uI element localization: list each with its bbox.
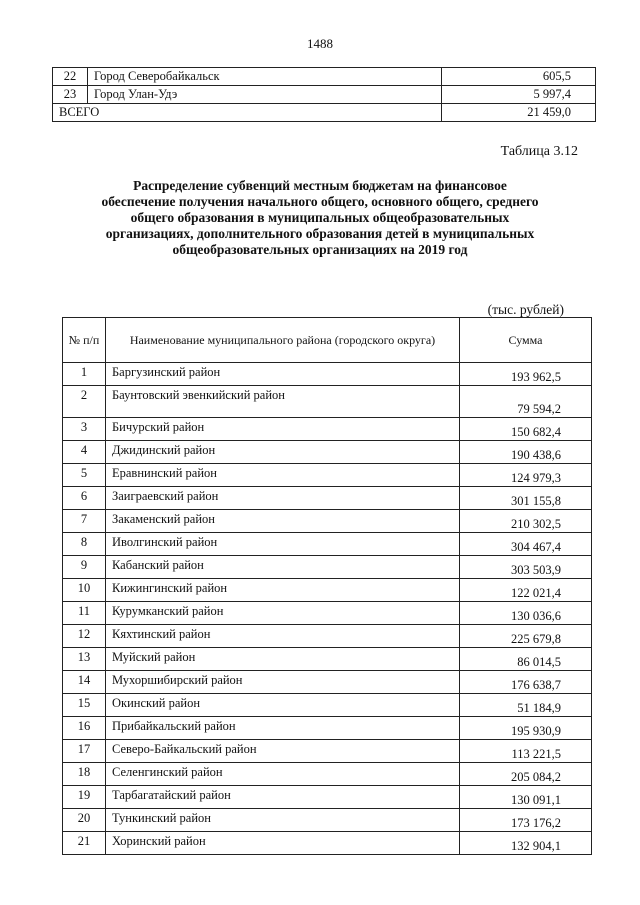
district-name: Баунтовский эвенкийский район [106, 386, 460, 418]
table-row [63, 510, 592, 533]
row-number: 22 [53, 68, 88, 86]
row-number: 23 [53, 86, 88, 104]
row-number: 12 [63, 625, 106, 648]
table-row [53, 86, 596, 104]
district-name: Заиграевский район [106, 487, 460, 510]
table-row [63, 832, 592, 855]
table-row [63, 740, 592, 763]
row-number: 15 [63, 694, 106, 717]
table-row [63, 694, 592, 717]
row-number: 21 [63, 832, 106, 855]
table-row [63, 386, 592, 418]
row-number: 19 [63, 786, 106, 809]
row-number: 9 [63, 556, 106, 579]
district-name: Кижингинский район [106, 579, 460, 602]
amount: 301 155,8 [460, 487, 592, 510]
district-name: Еравнинский район [106, 464, 460, 487]
district-name: Курумканский район [106, 602, 460, 625]
row-number: 6 [63, 487, 106, 510]
district-name: Муйский район [106, 648, 460, 671]
subventions-table [62, 317, 592, 855]
district-name: Город Улан-Удэ [88, 86, 442, 104]
row-number: 4 [63, 441, 106, 464]
table-row [63, 418, 592, 441]
row-number: 8 [63, 533, 106, 556]
amount: 122 021,4 [460, 579, 592, 602]
row-number: 18 [63, 763, 106, 786]
district-name: Баргузинский район [106, 363, 460, 386]
table-row [63, 533, 592, 556]
total-row [53, 104, 596, 122]
table-row [63, 786, 592, 809]
amount: 130 091,1 [460, 786, 592, 809]
district-name: Бичурский район [106, 418, 460, 441]
district-name: Закаменский район [106, 510, 460, 533]
amount: 79 594,2 [460, 386, 592, 418]
row-number: 3 [63, 418, 106, 441]
amount: 173 176,2 [460, 809, 592, 832]
table-row [63, 363, 592, 386]
row-number: 2 [63, 386, 106, 418]
district-name: Кабанский район [106, 556, 460, 579]
amount: 210 302,5 [460, 510, 592, 533]
amount: 303 503,9 [460, 556, 592, 579]
amount: 5 997,4 [442, 86, 596, 104]
table-row [63, 487, 592, 510]
amount: 124 979,3 [460, 464, 592, 487]
table-header-row [63, 318, 592, 363]
total-label: ВСЕГО [53, 104, 442, 122]
district-name: Окинский район [106, 694, 460, 717]
units-label: (тыс. рублей) [487, 302, 564, 317]
district-name: Селенгинский район [106, 763, 460, 786]
row-number: 20 [63, 809, 106, 832]
district-name: Прибайкальский район [106, 717, 460, 740]
total-amount: 21 459,0 [442, 104, 596, 122]
district-name: Тарбагатайский район [106, 786, 460, 809]
district-name: Северо-Байкальский район [106, 740, 460, 763]
amount: 150 682,4 [460, 418, 592, 441]
amount: 130 036,6 [460, 602, 592, 625]
amount: 195 930,9 [460, 717, 592, 740]
district-name: Хоринский район [106, 832, 460, 855]
table-row [63, 809, 592, 832]
amount: 51 184,9 [460, 694, 592, 717]
table-row [63, 441, 592, 464]
continuation-table [52, 67, 596, 122]
table-row [63, 579, 592, 602]
amount: 205 084,2 [460, 763, 592, 786]
row-number: 14 [63, 671, 106, 694]
amount: 86 014,5 [460, 648, 592, 671]
amount: 605,5 [442, 68, 596, 86]
district-name: Джидинский район [106, 441, 460, 464]
row-number: 16 [63, 717, 106, 740]
amount: 193 962,5 [460, 363, 592, 386]
header-sum: Сумма [460, 318, 592, 363]
page-number: 1488 [307, 36, 333, 51]
row-number: 5 [63, 464, 106, 487]
row-number: 13 [63, 648, 106, 671]
amount: 176 638,7 [460, 671, 592, 694]
header-name: Наименование муниципального района (городского округа) [106, 318, 460, 363]
amount: 225 679,8 [460, 625, 592, 648]
row-number: 1 [63, 363, 106, 386]
table-title: Распределение субвенций местным бюджетам на финансовое обеспечение получения начального общего, основного общего, среднего общего образования в муниципальных общеобразовательных организациях, дополнительного образования детей в муниципальных общеобразовательных организациях на 2019 год [101, 178, 539, 257]
table-row [63, 763, 592, 786]
row-number: 10 [63, 579, 106, 602]
amount: 190 438,6 [460, 441, 592, 464]
table-row [63, 625, 592, 648]
table-row [63, 464, 592, 487]
table-row [63, 556, 592, 579]
table-row [63, 648, 592, 671]
header-num: № п/п [63, 318, 106, 363]
table-row [63, 602, 592, 625]
amount: 132 904,1 [460, 832, 592, 855]
district-name: Тункинский район [106, 809, 460, 832]
amount: 113 221,5 [460, 740, 592, 763]
row-number: 17 [63, 740, 106, 763]
district-name: Кяхтинский район [106, 625, 460, 648]
district-name: Иволгинский район [106, 533, 460, 556]
row-number: 7 [63, 510, 106, 533]
row-number: 11 [63, 602, 106, 625]
table-row [53, 68, 596, 86]
district-name: Мухоршибирский район [106, 671, 460, 694]
amount: 304 467,4 [460, 533, 592, 556]
district-name: Город Северобайкальск [88, 68, 442, 86]
table-label: Таблица 3.12 [500, 144, 578, 159]
table-row [63, 717, 592, 740]
table-row [63, 671, 592, 694]
